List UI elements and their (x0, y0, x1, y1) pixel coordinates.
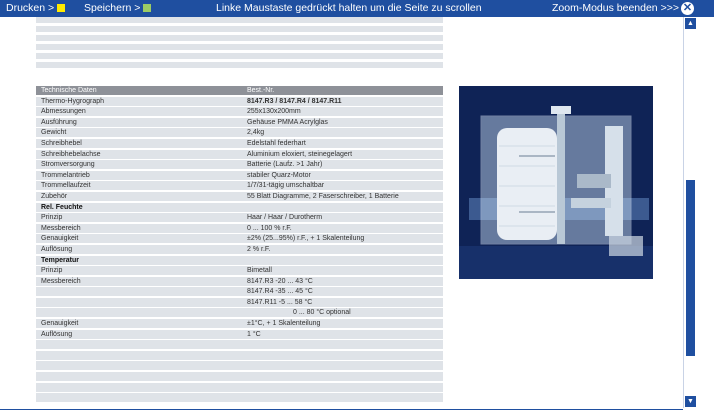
spec-table-row (36, 224, 443, 233)
spec-value: 8147.R3 / 8147.R4 / 8147.R11 (247, 97, 342, 105)
spec-value: Bimetall (247, 267, 272, 275)
scrollbar-thumb[interactable] (686, 180, 695, 356)
thermo-hygrograph-image (459, 86, 653, 279)
table-filler-row (36, 393, 443, 402)
spec-label: Auflösung (41, 245, 73, 253)
spec-value: Batterie (Laufz. >1 Jahr) (247, 161, 323, 169)
spec-value: Edelstahl federhart (247, 139, 306, 147)
spec-label: Trommelantrieb (41, 171, 90, 179)
spec-value: 2 % r.F. (247, 245, 271, 253)
spec-label: Prinzip (41, 214, 63, 222)
spec-table-row (36, 319, 443, 328)
spec-table-row (36, 234, 443, 243)
table-filler-row (36, 351, 443, 360)
spec-label: Ausführung (41, 118, 77, 126)
header-order-number: Best.-Nr. (247, 87, 275, 94)
save-square-icon (143, 4, 151, 12)
spec-value: 8147.R3 -20 ... 43 °C (247, 277, 313, 285)
spec-value: 255x130x200mm (247, 108, 301, 116)
print-label: Drucken > (6, 2, 55, 14)
spec-label: Temperatur (41, 256, 79, 264)
save-label: Speichern > (84, 2, 141, 14)
spec-value: 0 ... 100 % r.F. (247, 224, 292, 232)
print-square-icon (57, 4, 65, 12)
table-filler-row (36, 44, 443, 50)
close-icon[interactable]: ✕ (682, 2, 693, 14)
table-filler-row (36, 35, 443, 41)
spec-table-row (36, 266, 443, 275)
spec-table-row (36, 150, 443, 159)
table-filler-row (36, 340, 443, 349)
spec-table-row (36, 139, 443, 148)
spec-value: Aluminium eloxiert, steinegelagert (247, 150, 353, 158)
scroll-down-icon[interactable]: ▼ (685, 396, 696, 407)
table-filler-row (36, 26, 443, 32)
table-filler-row (36, 62, 443, 68)
spec-value: stabiler Quarz-Motor (247, 171, 311, 179)
spec-label: Zubehör (41, 192, 68, 200)
spec-table (36, 86, 443, 404)
spec-value: Gehäuse PMMA Acrylglas (247, 118, 328, 126)
spec-table-row (36, 245, 443, 254)
table-filler-row (36, 53, 443, 59)
spec-label: Messbereich (41, 224, 81, 232)
spec-table-row (36, 192, 443, 201)
spec-value: 55 Blatt Diagramme, 2 Faserschreiber, 1 Batterie (247, 192, 399, 200)
spec-label: Gewicht (41, 129, 67, 137)
spec-value: 0 ... 80 °C optional (293, 309, 351, 317)
spec-value: 8147.R4 -35 ... 45 °C (247, 288, 313, 296)
zoom-exit-button[interactable]: Zoom-Modus beenden >>> (552, 2, 679, 14)
spec-table-row (36, 181, 443, 190)
spec-table-row (36, 107, 443, 116)
spec-table-row (36, 298, 443, 307)
toolbar (0, 0, 714, 17)
spec-label: Schreibhebel (41, 139, 82, 147)
spec-table-row (36, 213, 443, 222)
spec-value: ±2% (25...95%) r.F., + 1 Skalenteilung (247, 235, 365, 243)
spec-label: Genauigkeit (41, 320, 79, 328)
spec-label: Thermo-Hygrograph (41, 97, 105, 105)
spec-label: Prinzip (41, 267, 63, 275)
spec-table-row (36, 277, 443, 286)
table-filler-row (36, 361, 443, 370)
save-button[interactable] (84, 2, 151, 15)
table-filler-row (36, 383, 443, 392)
spec-section-heading (36, 256, 443, 265)
print-button[interactable] (6, 2, 65, 15)
spec-value: Haar / Haar / Durotherm (247, 214, 323, 222)
spec-table-row (36, 160, 443, 169)
spec-label: Genauigkeit (41, 235, 79, 243)
spec-table-row (36, 330, 443, 339)
header-technical-data: Technische Daten (41, 87, 97, 94)
spec-label: Stromversorgung (41, 161, 95, 169)
spec-table-header (36, 86, 443, 95)
zoomed-page[interactable] (0, 17, 683, 419)
spec-table-row (36, 171, 443, 180)
bottom-border (0, 409, 683, 410)
spec-value: 1 °C (247, 330, 261, 338)
scroll-hint: Linke Maustaste gedrückt halten um die Seite zu scrollen (216, 2, 482, 14)
product-photo (459, 86, 653, 279)
spec-table-row (36, 118, 443, 127)
spec-value: 8147.R11 -5 ... 58 °C (247, 298, 313, 306)
spec-label: Schreibhebelachse (41, 150, 101, 158)
vertical-scrollbar[interactable] (683, 17, 697, 408)
table-filler-row (36, 372, 443, 381)
spec-label: Abmessungen (41, 108, 86, 116)
spec-section-heading (36, 203, 443, 212)
spec-label: Messbereich (41, 277, 81, 285)
spec-label: Auflösung (41, 330, 73, 338)
table-filler-row (36, 17, 443, 23)
spec-table-row (36, 128, 443, 137)
scroll-up-icon[interactable]: ▲ (685, 18, 696, 29)
spec-value: 1/7/31-tägig umschaltbar (247, 182, 325, 190)
spec-label: Rel. Feuchte (41, 203, 83, 211)
spec-table-row (36, 287, 443, 296)
spec-table-row (36, 97, 443, 106)
spec-value: ±1°C, + 1 Skalenteilung (247, 320, 321, 328)
spec-table-row (36, 308, 443, 317)
spec-value: 2,4kg (247, 129, 265, 137)
spec-label: Trommellaufzeit (41, 182, 91, 190)
